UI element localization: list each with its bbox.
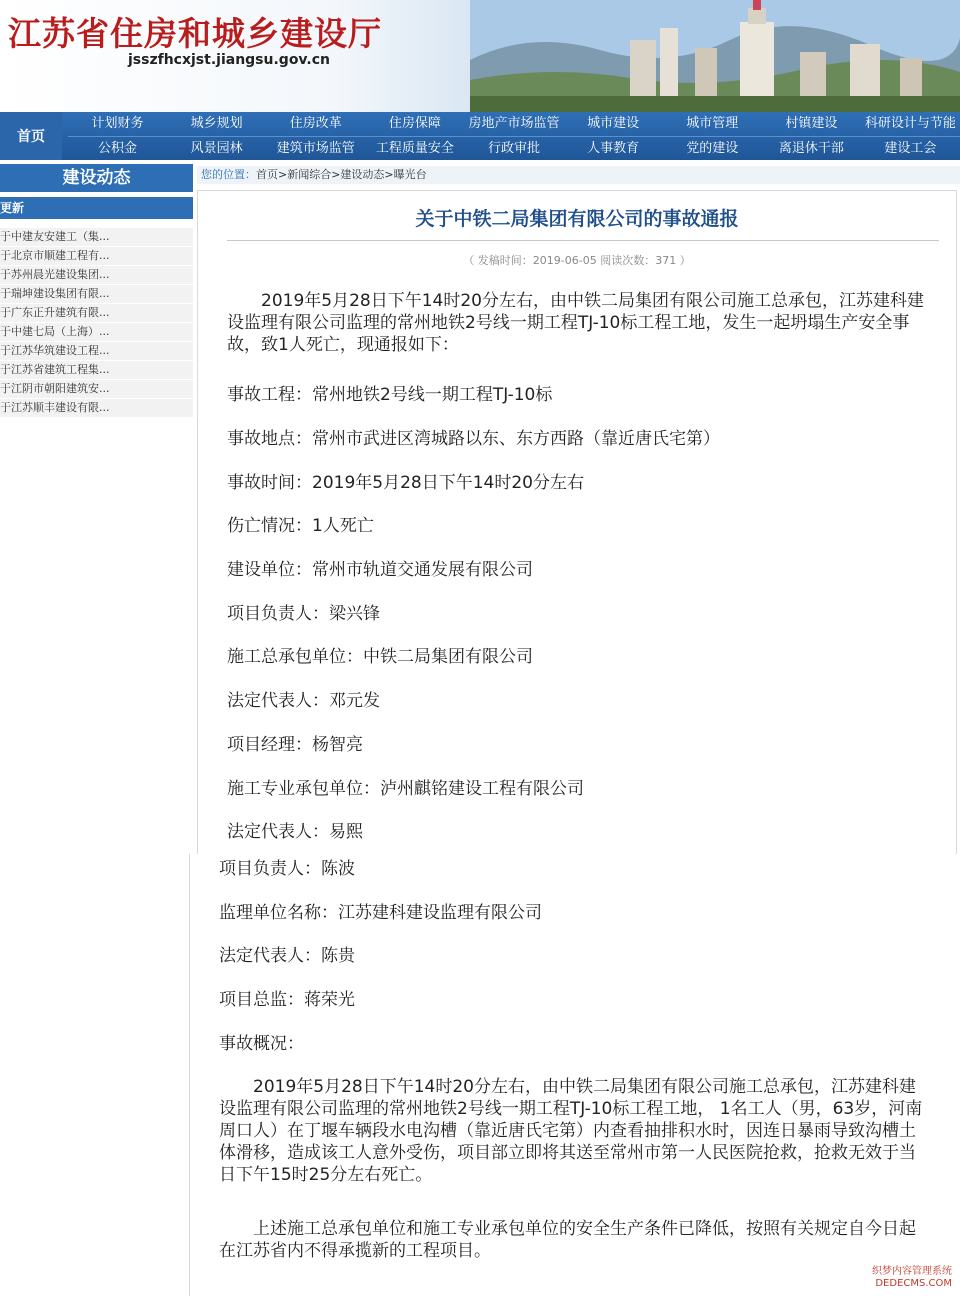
article-field: 伤亡情况：1人死亡 (227, 516, 374, 536)
nav-item[interactable]: 风景园林 (190, 141, 243, 156)
nav-item[interactable]: 科研设计与节能 (864, 116, 956, 131)
article-field: 法定代表人：邓元发 (227, 691, 380, 711)
nav-item[interactable]: 城乡规划 (190, 116, 243, 131)
nav-item[interactable]: 城市建设 (587, 116, 640, 131)
nav-item[interactable]: 公积金 (98, 141, 138, 156)
sidebar-news-item[interactable]: 于江苏华筑建设工程... (0, 342, 193, 361)
article-conclusion: 上述施工总承包单位和施工专业承包单位的安全生产条件已降低，按照有关规定自今日起在江苏省内不得承揽新的工程项目。 (219, 1219, 916, 1261)
article-field: 建设单位：常州市轨道交通发展有限公司 (227, 560, 533, 580)
nav-item[interactable]: 党的建设 (686, 141, 739, 156)
article-field: 项目负责人：陈波 (219, 859, 355, 879)
nav-item[interactable]: 房地产市场监管 (468, 116, 560, 131)
article-field: 事故时间：2019年5月28日下午14时20分左右 (227, 473, 584, 493)
sidebar-news-item[interactable]: 于瑞坤建设集团有限... (0, 285, 193, 304)
nav-item[interactable]: 住房保障 (388, 116, 441, 131)
nav-item[interactable]: 工程质量安全 (375, 141, 454, 156)
article-summary: 2019年5月28日下午14时20分左右，由中铁二局集团有限公司施工总承包，江苏建科建设监理有限公司监理的常州地铁2号线一期工程TJ-10标工程工地， 1名工人（男，63岁，河南周口人）在丁堰车辆段水电沟槽（靠近唐氏宅第）内查看抽排积水时，因连日暴雨导致沟槽土体滑移，造成该工人意外受伤，项目部立即将其送至常州市第一人民医院抢救，抢救无效于当日下午15时25分左右死亡。 (219, 1077, 923, 1185)
sidebar-news-item[interactable]: 于中建友安建工（集... (0, 228, 193, 247)
watermark-line1: 织梦内容管理系统 (872, 1266, 952, 1277)
nav-item[interactable]: 住房改革 (289, 116, 342, 131)
breadcrumb-label: 您的位置： (201, 168, 256, 181)
sidebar-heading: 建设动态 (0, 164, 193, 192)
article-field: 项目负责人：梁兴锋 (227, 604, 380, 624)
sidebar-news-item[interactable]: 于江阴市朝阳建筑安... (0, 380, 193, 399)
nav-item[interactable]: 离退休干部 (778, 141, 844, 156)
article-field: 法定代表人：陈贵 (219, 946, 355, 966)
nav-item[interactable]: 建筑市场监管 (276, 141, 355, 156)
article-field: 事故概况： (219, 1034, 304, 1054)
article-meta: （ 发稿时间：2019-06-05 阅读次数：371 ） (463, 254, 691, 267)
site-header (0, 0, 960, 112)
article-field: 事故工程：常州地铁2号线一期工程TJ-10标 (227, 385, 553, 405)
sidebar-news-item[interactable]: 于苏州晨光建设集团... (0, 266, 193, 285)
main-nav (0, 112, 960, 160)
nav-item[interactable]: 行政审批 (487, 141, 540, 156)
nav-item[interactable]: 计划财务 (91, 116, 144, 131)
article (197, 190, 960, 1296)
site-title[interactable]: 江苏省住房和城乡建设厅 (8, 14, 382, 53)
sidebar-news-list (0, 228, 193, 418)
nav-home[interactable]: 首页 (0, 112, 62, 160)
sidebar-news-item[interactable]: 于北京市顺建工程有... (0, 247, 193, 266)
title-divider (227, 240, 939, 241)
sidebar-news-item[interactable]: 于江苏省建筑工程集... (0, 361, 193, 380)
article-field: 监理单位名称：江苏建科建设监理有限公司 (219, 903, 542, 923)
article-title: 关于中铁二局集团有限公司的事故通报 (415, 208, 739, 230)
cityscape-banner-image (470, 0, 960, 112)
site-url[interactable]: jsszfhcxjst.jiangsu.gov.cn (128, 52, 331, 68)
article-field: 事故地点：常州市武进区湾城路以东、东方西路（靠近唐氏宅第） (227, 429, 720, 449)
article-field: 法定代表人：易熙 (227, 822, 363, 842)
nav-row-1 (68, 112, 960, 136)
breadcrumb-path[interactable]: 首页>新闻综合>建设动态>曝光台 (256, 168, 427, 181)
article-intro: 2019年5月28日下午14时20分左右，由中铁二局集团有限公司施工总承包，江苏建科建设监理有限公司监理的常州地铁2号线一期工程TJ-10标工程工地，发生一起坍塌生产安全事故，致1人死亡，现通报如下： (227, 291, 924, 355)
sidebar-subheading: 更新 (0, 197, 193, 219)
nav-item[interactable]: 建设工会 (884, 141, 937, 156)
article-field: 施工总承包单位：中铁二局集团有限公司 (227, 647, 533, 667)
breadcrumb (197, 166, 960, 184)
watermark-line2: DEDECMS.COM (875, 1278, 952, 1289)
nav-item[interactable]: 城市管理 (686, 116, 739, 131)
article-field: 项目经理：杨智亮 (227, 735, 363, 755)
article-field: 施工专业承包单位：泸州麒铭建设工程有限公司 (227, 779, 584, 799)
sidebar-news-item[interactable]: 于中建七局（上海）... (0, 323, 193, 342)
nav-row-2 (68, 136, 960, 161)
sidebar-news-item[interactable]: 于江苏顺丰建设有限... (0, 399, 193, 418)
nav-item[interactable]: 人事教育 (587, 141, 640, 156)
nav-item[interactable]: 村镇建设 (785, 116, 838, 131)
watermark (872, 1266, 952, 1290)
sidebar-news-item[interactable]: 于广东正升建筑有限... (0, 304, 193, 323)
article-field: 项目总监：蒋荣光 (219, 990, 355, 1010)
